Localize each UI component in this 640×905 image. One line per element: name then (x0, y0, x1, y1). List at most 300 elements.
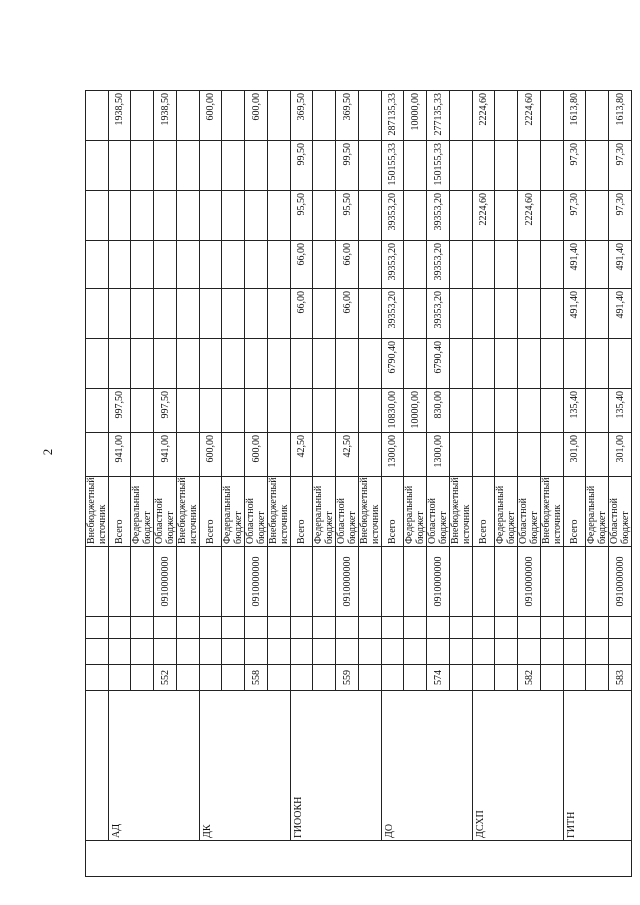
blank-cell (518, 639, 541, 665)
value-cell: 10000,00 (404, 91, 427, 141)
value-cell: 941,00 (154, 433, 177, 477)
source-type-cell: Внебюджетный источник (86, 477, 109, 547)
budget-table-container (85, 47, 631, 877)
kcsr-cell (291, 547, 313, 617)
blank-cell (427, 617, 450, 639)
value-cell (177, 141, 200, 191)
blank-cell (177, 639, 200, 665)
blank-cell (313, 617, 336, 639)
blank-cell (86, 665, 109, 691)
value-cell (222, 141, 245, 191)
value-cell (518, 289, 541, 339)
budget-table (85, 26, 632, 877)
value-cell (450, 433, 473, 477)
kcsr-cell (359, 547, 382, 617)
blank-cell (382, 639, 404, 665)
value-cell (541, 339, 564, 389)
kcsr-cell (268, 547, 291, 617)
value-cell (245, 339, 268, 389)
value-cell: 997,50 (154, 389, 177, 433)
value-cell (222, 289, 245, 339)
code-cell: 559 (336, 665, 359, 691)
value-cell (268, 241, 291, 289)
code-cell (291, 665, 313, 691)
blank-cell (336, 639, 359, 665)
kcsr-cell: 0910000000 (245, 547, 268, 617)
value-cell (541, 289, 564, 339)
value-cell (86, 241, 109, 289)
value-cell: 99,50 (291, 141, 313, 191)
value-cell: 369,50 (291, 91, 313, 141)
value-cell (313, 141, 336, 191)
blank-cell (222, 617, 245, 639)
value-cell (86, 433, 109, 477)
value-cell (495, 91, 518, 141)
value-cell (564, 339, 586, 389)
blank-cell (586, 639, 609, 665)
table-row (86, 27, 109, 877)
blank-cell (450, 639, 473, 665)
value-cell (268, 289, 291, 339)
value-cell (154, 241, 177, 289)
value-cell (154, 141, 177, 191)
rotated-table-wrapper (85, 47, 631, 877)
value-cell (586, 339, 609, 389)
org-name-cell: АД (109, 691, 200, 841)
value-cell: 42,50 (336, 433, 359, 477)
value-cell: 97,30 (609, 141, 632, 191)
value-cell (518, 389, 541, 433)
org-name-cell: ГИООКН (291, 691, 382, 841)
value-cell (473, 241, 495, 289)
code-cell: 574 (427, 665, 450, 691)
blank-cell (177, 617, 200, 639)
blank-cell (564, 617, 586, 639)
value-cell: 600,00 (200, 433, 222, 477)
value-cell: 66,00 (336, 289, 359, 339)
value-cell: 600,00 (245, 433, 268, 477)
blank-cell (200, 617, 222, 639)
kcsr-cell (109, 547, 131, 617)
blank-cell (359, 617, 382, 639)
value-cell (109, 191, 131, 241)
blank-cell (382, 617, 404, 639)
value-cell (359, 91, 382, 141)
value-cell (222, 433, 245, 477)
kcsr-cell: 0910000000 (336, 547, 359, 617)
blank-cell (131, 639, 154, 665)
value-cell: 95,50 (336, 191, 359, 241)
source-type-cell: Всего (200, 477, 222, 547)
code-cell (473, 665, 495, 691)
blank-cell (336, 617, 359, 639)
value-cell (222, 389, 245, 433)
blank-cell (291, 617, 313, 639)
org-name-cell: ДК (200, 691, 291, 841)
value-cell (154, 289, 177, 339)
value-cell (541, 91, 564, 141)
value-cell (86, 339, 109, 389)
value-cell (450, 91, 473, 141)
code-cell (313, 665, 336, 691)
blank-cell (268, 617, 291, 639)
value-cell (541, 241, 564, 289)
value-cell: 39353,20 (427, 191, 450, 241)
value-cell (541, 191, 564, 241)
source-type-cell: Всего (291, 477, 313, 547)
value-cell (268, 389, 291, 433)
value-cell (86, 289, 109, 339)
value-cell: 95,50 (291, 191, 313, 241)
value-cell (541, 389, 564, 433)
value-cell: 997,50 (109, 389, 131, 433)
blank-cell (109, 639, 131, 665)
value-cell: 39353,20 (382, 289, 404, 339)
code-cell (495, 665, 518, 691)
value-cell: 277135,33 (427, 91, 450, 141)
source-type-cell: Областной бюджет (154, 477, 177, 547)
value-cell (313, 191, 336, 241)
value-cell (404, 191, 427, 241)
value-cell (313, 433, 336, 477)
value-cell (586, 241, 609, 289)
value-cell: 2224,60 (473, 91, 495, 141)
value-cell (131, 389, 154, 433)
value-cell (359, 241, 382, 289)
blank-cell (541, 617, 564, 639)
value-cell (131, 91, 154, 141)
blank-cell (222, 639, 245, 665)
value-cell (359, 339, 382, 389)
value-cell (495, 289, 518, 339)
source-type-cell: Областной бюджет (609, 477, 632, 547)
code-cell (450, 665, 473, 691)
value-cell (473, 141, 495, 191)
blank-cell (495, 617, 518, 639)
value-cell: 39353,20 (427, 241, 450, 289)
source-type-cell: Федеральный бюджет (313, 477, 336, 547)
value-cell (245, 141, 268, 191)
blank-cell (427, 639, 450, 665)
value-cell: 10000,00 (404, 389, 427, 433)
value-cell (586, 141, 609, 191)
value-cell: 97,30 (564, 191, 586, 241)
value-cell: 10830,00 (382, 389, 404, 433)
kcsr-cell (222, 547, 245, 617)
source-type-cell: Внебюджетный источник (359, 477, 382, 547)
value-cell (154, 191, 177, 241)
value-cell: 2224,60 (518, 191, 541, 241)
value-cell (586, 289, 609, 339)
value-cell (609, 339, 632, 389)
value-cell (473, 339, 495, 389)
source-type-cell: Всего (109, 477, 131, 547)
value-cell (222, 191, 245, 241)
source-type-cell: Областной бюджет (518, 477, 541, 547)
kcsr-cell (313, 547, 336, 617)
source-type-cell: Внебюджетный источник (541, 477, 564, 547)
value-cell (200, 191, 222, 241)
value-cell (473, 289, 495, 339)
value-cell (177, 91, 200, 141)
value-cell (109, 141, 131, 191)
code-cell (109, 665, 131, 691)
table-row (291, 27, 313, 877)
kcsr-cell (564, 547, 586, 617)
value-cell (245, 241, 268, 289)
value-cell (359, 389, 382, 433)
value-cell (154, 339, 177, 389)
org-name-cell: ДСХП (473, 691, 564, 841)
code-cell: 558 (245, 665, 268, 691)
value-cell (313, 241, 336, 289)
value-cell (586, 91, 609, 141)
table-row (200, 27, 222, 877)
blank-cell (86, 617, 109, 639)
value-cell (222, 241, 245, 289)
value-cell: 1613,80 (564, 91, 586, 141)
value-cell (404, 433, 427, 477)
blank-cell (313, 639, 336, 665)
org-name-cell: ГИТН (564, 691, 632, 841)
value-cell (200, 339, 222, 389)
source-type-cell: Областной бюджет (427, 477, 450, 547)
value-cell (131, 339, 154, 389)
kcsr-cell: 0910000000 (518, 547, 541, 617)
value-cell (200, 141, 222, 191)
kcsr-cell: 0910000000 (154, 547, 177, 617)
value-cell (495, 141, 518, 191)
blank-cell (245, 617, 268, 639)
blank-cell (359, 639, 382, 665)
kcsr-cell (450, 547, 473, 617)
table-row (564, 27, 586, 877)
source-type-cell: Областной бюджет (336, 477, 359, 547)
page-number: 2 (40, 448, 55, 456)
value-cell: 2224,60 (518, 91, 541, 141)
value-cell (291, 339, 313, 389)
blank-cell (268, 639, 291, 665)
kcsr-cell (131, 547, 154, 617)
value-cell: 941,00 (109, 433, 131, 477)
value-cell (177, 339, 200, 389)
code-cell: 582 (518, 665, 541, 691)
blank-cell (495, 639, 518, 665)
value-cell: 6790,40 (427, 339, 450, 389)
source-type-cell: Всего (382, 477, 404, 547)
source-type-cell: Областной бюджет (245, 477, 268, 547)
blank-cell (86, 841, 632, 877)
blank-cell (473, 617, 495, 639)
value-cell (245, 389, 268, 433)
blank-cell (586, 617, 609, 639)
kcsr-cell (382, 547, 404, 617)
code-cell (200, 665, 222, 691)
value-cell: 66,00 (336, 241, 359, 289)
value-cell (495, 241, 518, 289)
value-cell (268, 141, 291, 191)
value-cell (586, 389, 609, 433)
code-cell (268, 665, 291, 691)
kcsr-cell: 0910000000 (427, 547, 450, 617)
blank-cell (404, 617, 427, 639)
value-cell (359, 191, 382, 241)
code-cell (564, 665, 586, 691)
value-cell (291, 389, 313, 433)
blank-cell (245, 639, 268, 665)
value-cell (313, 289, 336, 339)
value-cell: 301,00 (609, 433, 632, 477)
value-cell (495, 433, 518, 477)
blank-cell (131, 617, 154, 639)
blank-cell (541, 639, 564, 665)
blank-cell (564, 639, 586, 665)
value-cell (450, 141, 473, 191)
blank-cell (518, 617, 541, 639)
code-cell (222, 665, 245, 691)
value-cell (450, 339, 473, 389)
code-cell (177, 665, 200, 691)
value-cell: 135,40 (564, 389, 586, 433)
value-cell: 1613,80 (609, 91, 632, 141)
value-cell: 99,50 (336, 141, 359, 191)
value-cell (518, 141, 541, 191)
value-cell (336, 389, 359, 433)
code-cell (404, 665, 427, 691)
blank-cell (86, 547, 109, 617)
source-type-cell: Всего (564, 477, 586, 547)
value-cell: 1938,50 (154, 91, 177, 141)
value-cell (404, 141, 427, 191)
value-cell (177, 289, 200, 339)
value-cell (586, 433, 609, 477)
value-cell (495, 191, 518, 241)
value-cell: 135,40 (609, 389, 632, 433)
kcsr-cell (177, 547, 200, 617)
blank-cell (291, 639, 313, 665)
kcsr-cell (586, 547, 609, 617)
value-cell: 369,50 (336, 91, 359, 141)
kcsr-cell (200, 547, 222, 617)
table-row (473, 27, 495, 877)
value-cell: 491,40 (609, 241, 632, 289)
value-cell (109, 339, 131, 389)
value-cell: 39353,20 (382, 241, 404, 289)
value-cell: 66,00 (291, 241, 313, 289)
org-name-cell: ДО (382, 691, 473, 841)
value-cell (200, 389, 222, 433)
value-cell: 6790,40 (382, 339, 404, 389)
value-cell: 150155,33 (382, 141, 404, 191)
value-cell (86, 389, 109, 433)
value-cell (177, 191, 200, 241)
value-cell (404, 241, 427, 289)
value-cell: 1938,50 (109, 91, 131, 141)
value-cell: 600,00 (245, 91, 268, 141)
value-cell (245, 289, 268, 339)
value-cell (473, 389, 495, 433)
value-cell: 39353,20 (382, 191, 404, 241)
value-cell: 2224,60 (473, 191, 495, 241)
value-cell (268, 91, 291, 141)
value-cell (109, 289, 131, 339)
code-cell (382, 665, 404, 691)
value-cell (450, 191, 473, 241)
value-cell (109, 241, 131, 289)
value-cell (268, 433, 291, 477)
blank-cell (109, 617, 131, 639)
blank-cell (86, 639, 109, 665)
code-cell: 583 (609, 665, 632, 691)
value-cell (541, 433, 564, 477)
blank-cell (450, 617, 473, 639)
blank-cell (154, 639, 177, 665)
value-cell (450, 389, 473, 433)
source-type-cell: Федеральный бюджет (586, 477, 609, 547)
kcsr-cell (404, 547, 427, 617)
kcsr-cell (495, 547, 518, 617)
value-cell (200, 241, 222, 289)
value-cell: 39353,20 (427, 289, 450, 339)
value-cell (86, 141, 109, 191)
value-cell (131, 141, 154, 191)
value-cell (404, 339, 427, 389)
source-type-cell: Федеральный бюджет (404, 477, 427, 547)
value-cell: 491,40 (609, 289, 632, 339)
value-cell (86, 91, 109, 141)
kcsr-cell: 0910000000 (609, 547, 632, 617)
value-cell: 97,30 (564, 141, 586, 191)
value-cell: 287135,33 (382, 91, 404, 141)
value-cell (541, 141, 564, 191)
value-cell (495, 339, 518, 389)
blank-cell (154, 617, 177, 639)
value-cell: 150155,33 (427, 141, 450, 191)
value-cell (586, 191, 609, 241)
value-cell: 42,50 (291, 433, 313, 477)
blank-cell (473, 639, 495, 665)
value-cell (268, 191, 291, 241)
source-type-cell: Федеральный бюджет (495, 477, 518, 547)
value-cell (450, 289, 473, 339)
value-cell (268, 339, 291, 389)
value-cell (518, 241, 541, 289)
value-cell (313, 389, 336, 433)
source-type-cell: Федеральный бюджет (222, 477, 245, 547)
value-cell (313, 339, 336, 389)
value-cell (313, 91, 336, 141)
source-type-cell: Внебюджетный источник (177, 477, 200, 547)
value-cell (222, 91, 245, 141)
value-cell: 1300,00 (382, 433, 404, 477)
value-cell (450, 241, 473, 289)
value-cell: 1300,00 (427, 433, 450, 477)
code-cell (131, 665, 154, 691)
value-cell (200, 289, 222, 339)
code-cell (359, 665, 382, 691)
value-cell (359, 433, 382, 477)
code-cell (541, 665, 564, 691)
source-type-cell: Внебюджетный источник (268, 477, 291, 547)
code-cell (586, 665, 609, 691)
org-cell (86, 691, 109, 841)
value-cell: 600,00 (200, 91, 222, 141)
value-cell: 301,00 (564, 433, 586, 477)
value-cell (177, 389, 200, 433)
value-cell (86, 191, 109, 241)
value-cell (245, 191, 268, 241)
value-cell (473, 433, 495, 477)
